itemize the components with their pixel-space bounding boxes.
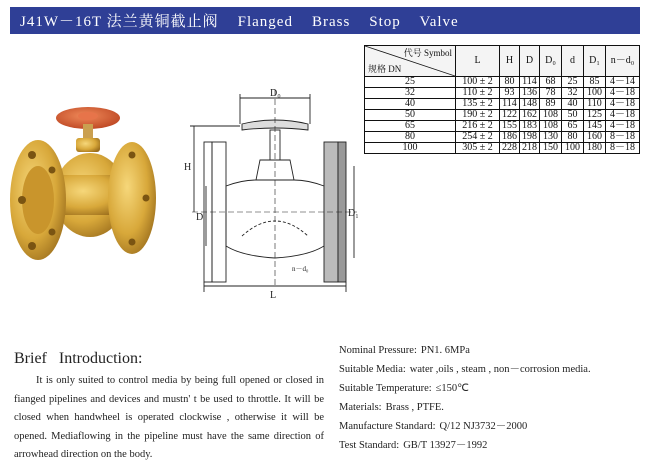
col-header: D₀ xyxy=(540,46,562,77)
dn-cell: 100 xyxy=(365,143,456,154)
title-banner xyxy=(10,7,640,34)
table-row xyxy=(365,143,640,154)
spec-value: Q/12 NJ3732－2000 xyxy=(439,421,528,432)
table-cell: 110 xyxy=(584,99,606,110)
dn-cell: 80 xyxy=(365,132,456,143)
table-cell: 305 ± 2 xyxy=(456,143,500,154)
spec-label: Suitable Media: xyxy=(339,364,406,375)
label-d0: D₀ xyxy=(270,88,281,99)
col-header: D₁ xyxy=(584,46,606,77)
table-cell: 110 ± 2 xyxy=(456,88,500,99)
table-cell: 8－18 xyxy=(606,143,640,154)
table-cell: 85 xyxy=(584,77,606,88)
table-cell: 183 xyxy=(520,121,540,132)
spec-item xyxy=(339,360,591,379)
table-cell: 130 xyxy=(540,132,562,143)
spec-label: Manufacture Standard: xyxy=(339,421,436,432)
dn-cell: 65 xyxy=(365,121,456,132)
table-cell: 254 ± 2 xyxy=(456,132,500,143)
table-cell: 78 xyxy=(540,88,562,99)
table-row xyxy=(365,99,640,110)
spec-value: water ,oils , steam , non－corrosion media. xyxy=(409,364,591,375)
spec-value: GB/T 13927－1992 xyxy=(403,440,488,451)
table-cell: 145 xyxy=(584,121,606,132)
col-header: L xyxy=(456,46,500,77)
table-cell: 100 xyxy=(584,88,606,99)
table-cell: 180 xyxy=(584,143,606,154)
table-cell: 108 xyxy=(540,110,562,121)
valve-photo xyxy=(8,100,158,275)
label-h: H xyxy=(184,162,192,173)
spec-value: ≤150℃ xyxy=(435,383,469,394)
spec-list xyxy=(339,341,591,455)
brief-introduction-title: Brief Introduction: xyxy=(14,350,143,367)
spec-label: Materials: xyxy=(339,402,382,413)
table-cell: 122 xyxy=(500,110,520,121)
table-cell: 190 ± 2 xyxy=(456,110,500,121)
dn-cell: 32 xyxy=(365,88,456,99)
corner-dn-label: 规格 DN xyxy=(368,64,402,74)
table-cell: 162 xyxy=(520,110,540,121)
label-d: D xyxy=(196,212,204,223)
col-header: d xyxy=(562,46,584,77)
table-cell: 80 xyxy=(562,132,584,143)
table-cell: 32 xyxy=(562,88,584,99)
table-cell: 80 xyxy=(500,77,520,88)
table-cell: 160 xyxy=(584,132,606,143)
table-cell: 135 ± 2 xyxy=(456,99,500,110)
table-cell: 155 xyxy=(500,121,520,132)
valve-cross-section-drawing xyxy=(182,86,362,301)
col-header: H xyxy=(500,46,520,77)
label-d1: D₁ xyxy=(348,208,359,219)
table-cell: 108 xyxy=(540,121,562,132)
table-corner-cell xyxy=(365,46,456,77)
col-header: n－d₀ xyxy=(606,46,640,77)
table-row xyxy=(365,121,640,132)
spec-value: PN1. 6MPa xyxy=(420,345,470,356)
table-cell: 4－14 xyxy=(606,77,640,88)
table-cell: 136 xyxy=(520,88,540,99)
table-cell: 148 xyxy=(520,99,540,110)
table-cell: 40 xyxy=(562,99,584,110)
spec-item xyxy=(339,436,591,455)
table-cell: 25 xyxy=(562,77,584,88)
table-cell: 68 xyxy=(540,77,562,88)
table-cell: 198 xyxy=(520,132,540,143)
table-cell: 216 ± 2 xyxy=(456,121,500,132)
table-cell: 125 xyxy=(584,110,606,121)
table-cell: 228 xyxy=(500,143,520,154)
table-cell: 4－18 xyxy=(606,121,640,132)
table-header-row xyxy=(365,46,640,77)
table-cell: 100 xyxy=(562,143,584,154)
table-cell: 4－18 xyxy=(606,88,640,99)
banner-title: J41W－16T 法兰黄铜截止阀 Flanged Brass Stop Valve xyxy=(20,14,459,30)
spec-item xyxy=(339,417,591,436)
spec-label: Suitable Temperature: xyxy=(339,383,432,394)
table-cell: 89 xyxy=(540,99,562,110)
table-cell: 150 xyxy=(540,143,562,154)
table-cell: 65 xyxy=(562,121,584,132)
table-row xyxy=(365,77,640,88)
corner-symbol-label: 代号 Symbol xyxy=(403,48,452,58)
table-cell: 4－18 xyxy=(606,110,640,121)
table-cell: 8－18 xyxy=(606,132,640,143)
table-row xyxy=(365,88,640,99)
spec-label: Nominal Pressure: xyxy=(339,345,417,356)
table-cell: 114 xyxy=(520,77,540,88)
spec-value: Brass , PTFE. xyxy=(385,402,444,413)
spec-label: Test Standard: xyxy=(339,440,400,451)
dn-cell: 25 xyxy=(365,77,456,88)
label-nd: n－d₀ xyxy=(292,265,309,273)
table-cell: 100 ± 2 xyxy=(456,77,500,88)
col-header: D xyxy=(520,46,540,77)
table-cell: 4－18 xyxy=(606,99,640,110)
dimension-table xyxy=(364,45,640,154)
table-row xyxy=(365,132,640,143)
dn-cell: 50 xyxy=(365,110,456,121)
table-cell: 93 xyxy=(500,88,520,99)
spec-item xyxy=(339,341,591,360)
dn-cell: 40 xyxy=(365,99,456,110)
brief-introduction-text: It is only suited to control media by being full opened or closed in fianged pipelines and devices and mustn' t be used to throttle. It will be closed when handwheel is operated clockwise , otherwise it will be opened. Mediaflowing in the pipeline must have the same direction of arrowhead direction on the body. xyxy=(14,375,324,460)
label-l: L xyxy=(270,290,277,301)
table-cell: 50 xyxy=(562,110,584,121)
table-cell: 218 xyxy=(520,143,540,154)
spec-item xyxy=(339,398,591,417)
table-cell: 114 xyxy=(500,99,520,110)
table-cell: 186 xyxy=(500,132,520,143)
spec-item xyxy=(339,379,591,398)
table-row xyxy=(365,110,640,121)
